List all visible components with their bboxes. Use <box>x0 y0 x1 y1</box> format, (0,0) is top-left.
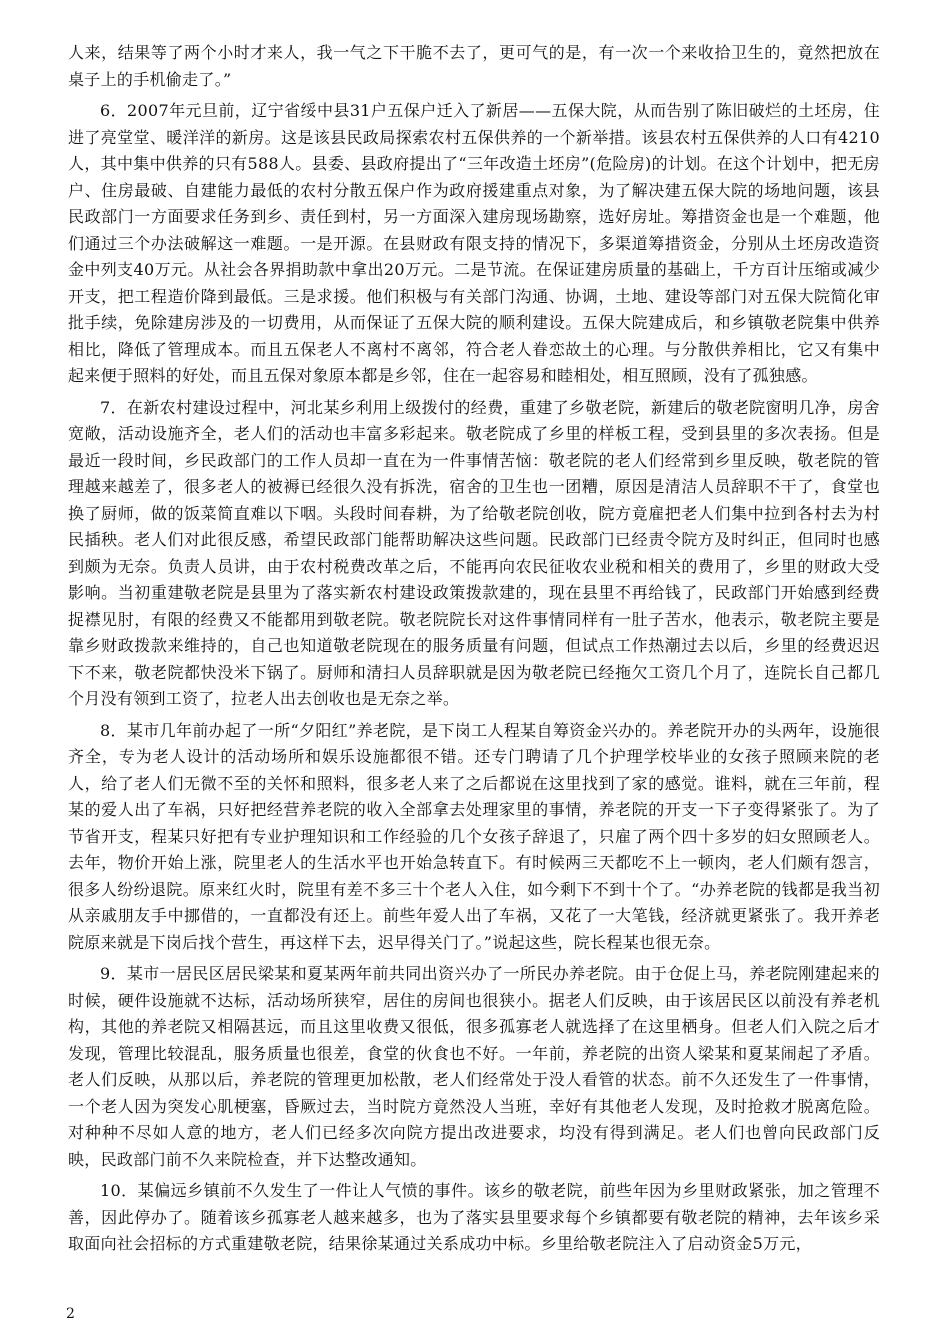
paragraph-item-8: 8．某市几年前办起了一所“夕阳红”养老院，是下岗工人程某自筹资金兴办的。养老院开办的头两年，设施很齐全，专为老人设计的活动场所和娱乐设施都很不错。还专门聘请了几个护理学校毕业的女孩子照顾来院的老人，给了老人们无微不至的关怀和照料，很多老人来了之后都说在这里找到了家的感觉。谁料，就在三年前，程某的爱人出了车祸，只好把经营养老院的收入全部拿去处理家里的事情，养老院的开支一下子变得紧张了。为了节省开支，程某只好把有专业护理知识和工作经验的几个女孩子辞退了，只雇了两个四十多岁的妇女照顾老人。去年，物价开始上涨，院里老人的生活水平也开始急转直下。有时候两三天都吃不上一顿肉，老人们颇有怨言，很多人纷纷退院。原来红火时，院里有差不多三十个老人入住，如今剩下不到十个了。“办养老院的钱都是我当初从亲戚朋友手中挪借的，一直都没有还上。前些年爱人出了车祸，又花了一大笔钱，经济就更紧张了。我开养老院原来就是下岗后找个营生，再这样下去，迟早得关门了。”说起这些，院长程某也很无奈。 <box>68 720 880 952</box>
paragraph-item-10: 10．某偏远乡镇前不久发生了一件让人气愤的事件。该乡的敬老院，前些年因为乡里财政紧张，加之管理不善，因此停办了。随着该乡孤寡老人越来越多，也为了落实县里要求每个乡镇都要有敬老院的精神，去年该乡采取面向社会招标的方式重建敬老院，结果徐某通过关系成功中标。乡里给敬老院注入了启动资金5万元， <box>68 1181 880 1253</box>
paragraph-item-7: 7．在新农村建设过程中，河北某乡利用上级拨付的经费，重建了乡敬老院，新建后的敬老院窗明几净，房舍宽敞，活动设施齐全，老人们的活动也丰富多彩起来。敬老院成了乡里的样板工程，受到县里的多次表扬。但是最近一段时间，乡民政部门的工作人员却一直在为一件事情苦恼：敬老院的老人们经常到乡里反映，敬老院的管理越来越差了，很多老人的被褥已经很久没有拆洗，宿舍的卫生也一团糟，原因是清洁人员辞职不干了，食堂也换了厨师，做的饭菜简直难以下咽。头段时间春耕，为了给敬老院创收，院方竟雇把老人们集中拉到各村去为村民插秧。老人们对此很反感，希望民政部门能帮助解决这些问题。民政部门已经责令院方及时纠正，但同时也感到颇为无奈。负责人员讲，由于农村税费改革之后，不能再向农民征收农业税和相关的费用了，乡里的财政大受影响。当初重建敬老院是县里为了落实新农村建设政策拨款建的，现在县里不再给钱了，民政部门开始感到经费捉襟见肘，有限的经费又不能都用到敬老院。敬老院院长对这件事情同样有一肚子苦水，他表示，敬老院主要是靠乡财政拨款来维持的，自己也知道敬老院现在的服务质量有问题，但试点工作热潮过去以后，乡里的经费迟迟下不来，敬老院都快没米下锅了。厨师和清扫人员辞职就是因为敬老院已经拖欠工资几个月了，连院长自己都几个月没有领到工资了，拉老人出去创收也是无奈之举。 <box>68 397 880 708</box>
document-body <box>68 40 880 1258</box>
paragraph-continuation: 人来，结果等了两个小时才来人，我一气之下干脆不去了，更可气的是，有一次一个来收拾卫生的，竟然把放在桌子上的手机偷走了。” <box>68 43 880 89</box>
page-number: 2 <box>66 1306 75 1322</box>
paragraph-item-6: 6．2007年元旦前，辽宁省绥中县31户五保户迁入了新居——五保大院，从而告别了陈旧破烂的土坯房，住进了亮堂堂、暖洋洋的新房。这是该县民政局探索农村五保供养的一个新举措。该县农村五保供养的人口有4210人，其中集中供养的只有588人。县委、县政府提出了“三年改造土坯房”(危险房)的计划。在这个计划中，把无房户、住房最破、自建能力最低的农村分散五保户作为政府援建重点对象，为了解决建五保大院的场地问题，该县民政部门一方面要求任务到乡、责任到村，另一方面深入建房现场勘察，选好房址。筹措资金也是一个难题，他们通过三个办法破解这一难题。一是开源。在县财政有限支持的情况下，多渠道筹措资金，分别从土坯房改造资金中列支40万元。从社会各界捐助款中拿出20万元。二是节流。在保证建房质量的基础上，千方百计压缩或减少开支，把工程造价降到最低。三是求援。他们积极与有关部门沟通、协调，土地、建设等部门对五保大院简化审批手续，免除建房涉及的一切费用，从而保证了五保大院的顺利建设。五保大院建成后，和乡镇敬老院集中供养相比，降低了管理成本。而且五保老人不离村不离邻，符合老人眷恋故土的心理。与分散供养相比，它又有集中起来便于照料的好处，而且五保对象原本都是乡邻，住在一起容易和睦相处，相互照顾，没有了孤独感。 <box>68 101 880 385</box>
paragraph-item-9: 9．某市一居民区居民梁某和夏某两年前共同出资兴办了一所民办养老院。由于仓促上马，养老院刚建起来的时候，硬件设施就不达标，活动场所狭窄，居住的房间也很狭小。据老人们反映，由于该居民区以前没有养老机构，其他的养老院又相隔甚远，而且这里收费又很低，很多孤寡老人就选择了在这里栖身。但老人们入院之后才发现，管理比较混乱，服务质量也很差，食堂的伙食也不好。一年前，养老院的出资人梁某和夏某闹起了矛盾。老人们反映，从那以后，养老院的管理更加松散，老人们经常处于没人看管的状态。前不久还发生了一件事情，一个老人因为突发心肌梗塞，昏厥过去，当时院方竟然没人当班，幸好有其他老人发现，及时抢救才脱离危险。对种种不尽如人意的地方，老人们已经多次向院方提出改进要求，均没有得到满足。老人们也曾向民政部门反映，民政部门前不久来院检查，并下达整改通知。 <box>68 964 880 1169</box>
